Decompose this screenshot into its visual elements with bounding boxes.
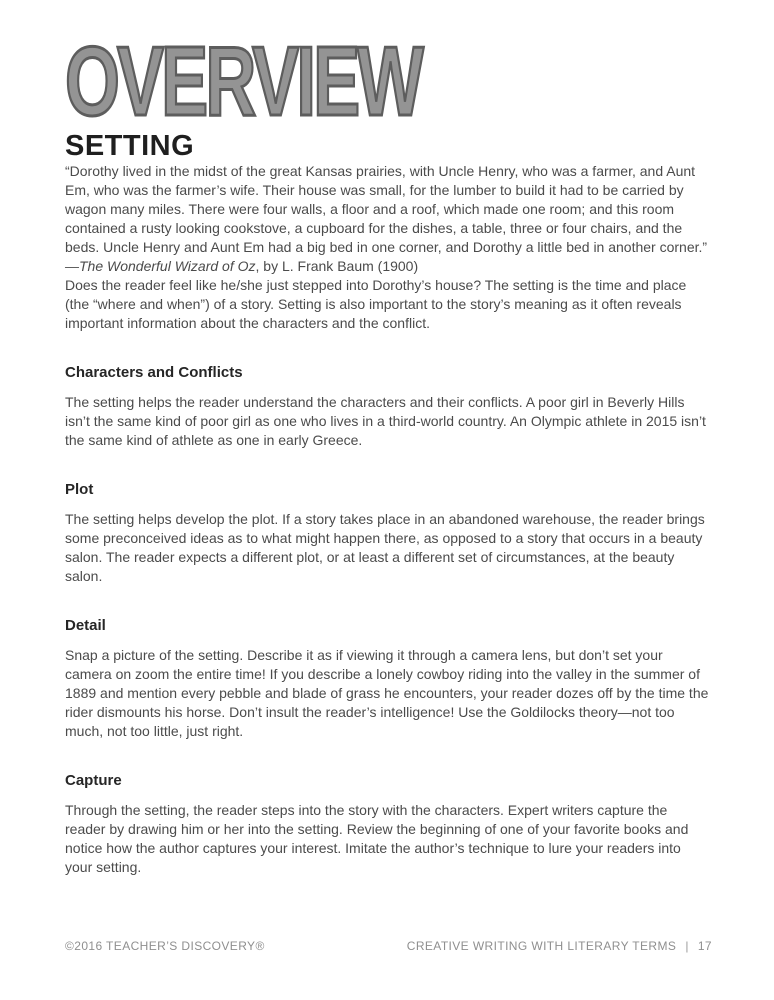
section-detail bbox=[65, 616, 710, 741]
section-title-setting: SETTING bbox=[65, 130, 195, 162]
section-capture bbox=[65, 771, 710, 877]
section-plot bbox=[65, 480, 710, 586]
attribution-line bbox=[65, 257, 710, 276]
section-heading: Characters and Conflicts bbox=[65, 364, 243, 381]
page-footer bbox=[65, 939, 712, 953]
section-characters-and-conflicts bbox=[65, 363, 710, 450]
section-body: The setting helps develop the plot. If a story takes place in an abandoned warehouse, the reader brings some preconceived ideas as to what might happen there, as opposed to a story that occurs in a beauty salon. The reader expects a different plot, or at least a different set of circumstances, at the beauty salon. bbox=[65, 511, 705, 584]
intro-paragraph: Does the reader feel like he/she just stepped into Dorothy’s house? The setting is the time and place (the “where and when”) of a story. Setting is also important to the story’s meaning as it often reveals important information about the characters and the conflict. bbox=[65, 277, 687, 331]
footer-book-title: CREATIVE WRITING WITH LITERARY TERMS bbox=[406, 939, 677, 953]
section-body: Through the setting, the reader steps into the story with the characters. Expert writers capture the reader by drawing him or her into the setting. Review the beginning of one of your favorite books and notice how the author captures your interest. Imitate the author’s technique to lure your readers into your setting. bbox=[65, 802, 689, 875]
section-heading: Plot bbox=[65, 481, 94, 498]
section-heading: Detail bbox=[65, 617, 106, 634]
section-heading: Capture bbox=[65, 772, 122, 789]
footer-copyright: ©2016 TEACHER’S DISCOVERY® bbox=[65, 939, 265, 953]
overview-title: OVERVIEW bbox=[65, 26, 421, 136]
attribution-book-title: —The Wonderful Wizard of Oz bbox=[65, 258, 256, 274]
footer-divider: | bbox=[685, 939, 689, 953]
footer-page-number: 17 bbox=[697, 939, 712, 953]
attribution-author: , by L. Frank Baum (1900) bbox=[255, 258, 419, 274]
quote-paragraph: “Dorothy lived in the midst of the great Kansas prairies, with Uncle Henry, who was a farmer, and Aunt Em, who was the farmer’s wife. Their house was small, for the lumber to build it had to be carried by wagon many miles. There were four walls, a floor and a roof, which made one room; and this room contained a rusty looking cookstove, a cupboard for the dishes, a table, three or four chairs, and the beds. Uncle Henry and Aunt Em had a big bed in one corner, and Dorothy a little bed in another corner.” bbox=[65, 163, 708, 255]
section-body: Snap a picture of the setting. Describe it as if viewing it through a camera lens, but don’t set your camera on zoom the entire time! If you describe a lonely cowboy riding into the valley in the summer of 1889 and mention every pebble and blade of grass he encounters, your reader dozes off by the time the rider dismounts his horse. Don’t insult the reader’s intelligence! Use the Goldilocks theory—not too much, not too little, just right. bbox=[65, 647, 709, 739]
footer-right-group bbox=[407, 939, 712, 953]
section-body: The setting helps the reader understand the characters and their conflicts. A poor girl in Beverly Hills isn’t the same kind of poor girl as one who lives in a third-world country. An Olympic athlete in 2015 isn’t the same kind of athlete as one in early Greece. bbox=[65, 394, 706, 448]
